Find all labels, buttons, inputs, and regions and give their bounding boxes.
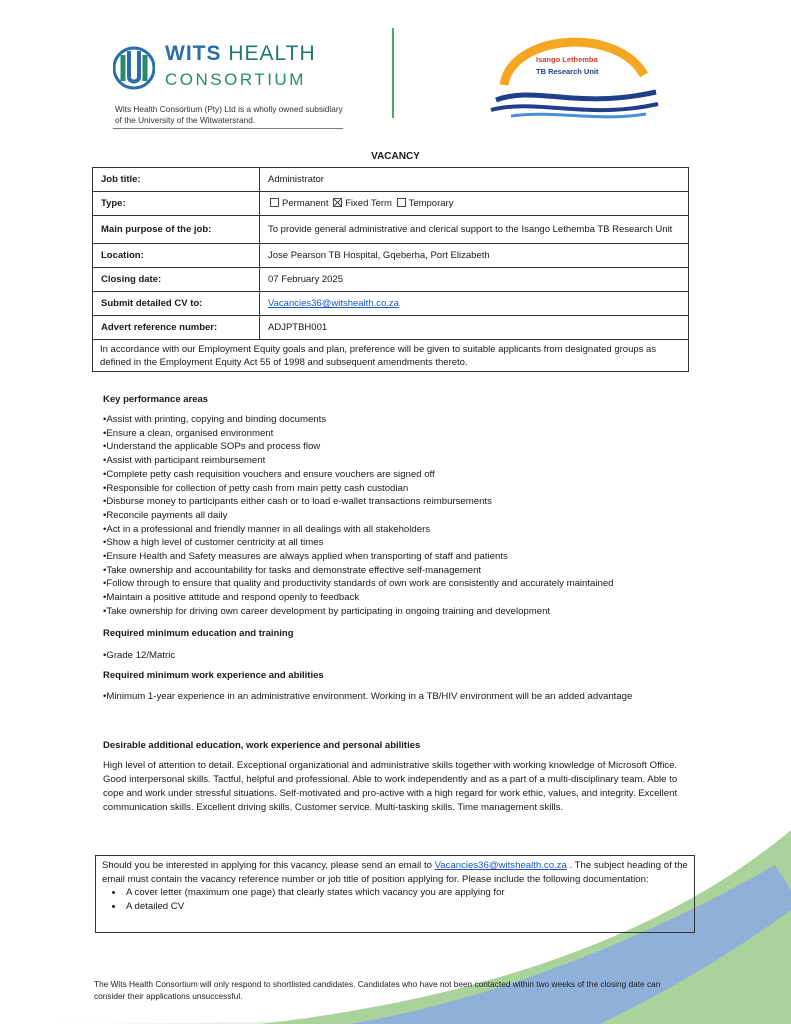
purpose-value: To provide general administrative and clerical support to the Isango Lethemba TB Research Unit (260, 216, 689, 244)
checkbox-fixed-term-checked (333, 198, 342, 207)
list-item: • Take ownership for driving own career development by participating in ongoing training and development (103, 605, 703, 619)
list-item: • Ensure Health and Safety measures are always applied when transporting of staff and patients (103, 550, 703, 564)
list-item: • Ensure a clean, organised environment (103, 427, 703, 441)
ref-number-label: Advert reference number: (93, 316, 260, 340)
list-item: • Disburse money to participants either cash or to load e-wallet transactions reimbursements (103, 495, 703, 509)
experience-heading: Required minimum work experience and abilities (103, 670, 324, 681)
list-item: • Complete petty cash requisition vouchers and ensure vouchers are signed off (103, 468, 703, 482)
list-item: • Maintain a positive attitude and respond openly to feedback (103, 591, 703, 605)
option-permanent: Permanent (282, 198, 329, 209)
option-fixed-term: Fixed Term (345, 198, 392, 209)
org-name: WITS HEALTH (165, 42, 316, 65)
partner-logo-line1: Isango Lethemba (536, 55, 598, 64)
type-options (260, 192, 689, 216)
experience-item: •Minimum 1-year experience in an administrative environment. Working in a TB/HIV environment will be an added advantage (103, 691, 633, 702)
submit-cv-email-link[interactable]: Vacancies36@witshealth.co.za (268, 298, 399, 309)
location-value: Jose Pearson TB Hospital, Gqeberha, Port Elizabeth (260, 244, 689, 268)
list-item: • Assist with printing, copying and binding documents (103, 413, 703, 427)
job-title-value: Administrator (260, 168, 689, 192)
submit-cv-label: Submit detailed CV to: (93, 292, 260, 316)
page-title: VACANCY (371, 151, 420, 162)
list-item: • Follow through to ensure that quality and productivity standards of own work are consistently and accurately maintained (103, 577, 703, 591)
closing-date-label: Closing date: (93, 268, 260, 292)
education-item: •Grade 12/Matric (103, 650, 176, 661)
header-divider (113, 128, 343, 129)
list-item: • A detailed CV (124, 900, 688, 914)
education-heading: Required minimum education and training (103, 628, 294, 639)
application-instructions-box (95, 855, 695, 933)
purpose-label: Main purpose of the job: (93, 216, 260, 244)
list-item: • Responsible for collection of petty cash from main petty cash custodian (103, 482, 703, 496)
job-title-label: Job title: (93, 168, 260, 192)
apply-text-before: Should you be interested in applying for this vacancy, please send an email to (102, 860, 435, 871)
desirable-heading: Desirable additional education, work experience and personal abilities (103, 740, 421, 751)
checkbox-temporary (397, 198, 406, 207)
required-documents-list (102, 886, 688, 913)
wits-health-logo-icon (113, 43, 155, 93)
list-item: • Reconcile payments all daily (103, 509, 703, 523)
isango-lethemba-logo-icon (486, 30, 661, 120)
list-item: • Show a high level of customer centricity at all times (103, 536, 703, 550)
logo-separator (392, 28, 394, 118)
kpa-list (103, 413, 703, 619)
footer-note: The Wits Health Consortium will only respond to shortlisted candidates. Candidates who have not been contacted within two weeks of the closing date can consider their applications unsuccessful. (94, 979, 661, 1001)
list-item: • Understand the applicable SOPs and process flow (103, 440, 703, 454)
closing-date-value: 07 February 2025 (260, 268, 689, 292)
type-label: Type: (93, 192, 260, 216)
list-item: • A cover letter (maximum one page) that clearly states which vacancy you are applying for (124, 886, 688, 900)
option-temporary: Temporary (408, 198, 454, 209)
apply-email-link[interactable]: Vacancies36@witshealth.co.za (434, 860, 567, 871)
kpa-heading: Key performance areas (103, 394, 209, 405)
org-subtitle: CONSORTIUM (165, 70, 306, 89)
list-item: • Assist with participant reimbursement (103, 454, 703, 468)
ref-number-value: ADJPTBH001 (260, 316, 689, 340)
partner-logo-line2: TB Research Unit (536, 67, 599, 76)
checkbox-permanent (270, 198, 279, 207)
location-label: Location: (93, 244, 260, 268)
employment-equity-note: In accordance with our Employment Equity goals and plan, preference will be given to suitable applicants from designated groups as defined in the Employment Equity Act 55 of 1998 and subsequent amendments thereto. (93, 340, 689, 372)
apply-text-after: . The subject heading of the email must contain the vacancy reference number or job title of position applying for. Please include the following documentation: (102, 860, 688, 885)
desirable-text: High level of attention to detail. Exceptional organizational and administrative skills together with working knowledge of Microsoft Office. Good interpersonal skills. Tactful, helpful and professional. Able to work independently and as a part of a multi-disciplinary team. Able to cope and work under stressful situations. Self-motivated and pro-active with a high regard for work ethic, values, and integrity. Excellent communication skills. Excellent driving skills. Customer service. Multi-tasking skills. Time management skills. (103, 760, 678, 813)
job-details-table (92, 167, 689, 372)
list-item: • Take ownership and accountability for tasks and demonstrate effective self-management (103, 564, 703, 578)
list-item: • Act in a professional and friendly manner in all dealings with all stakeholders (103, 523, 703, 537)
subsidiary-note: Wits Health Consortium (Pty) Ltd is a wholly owned subsidiary of the University of the Witwatersrand. (115, 104, 343, 125)
